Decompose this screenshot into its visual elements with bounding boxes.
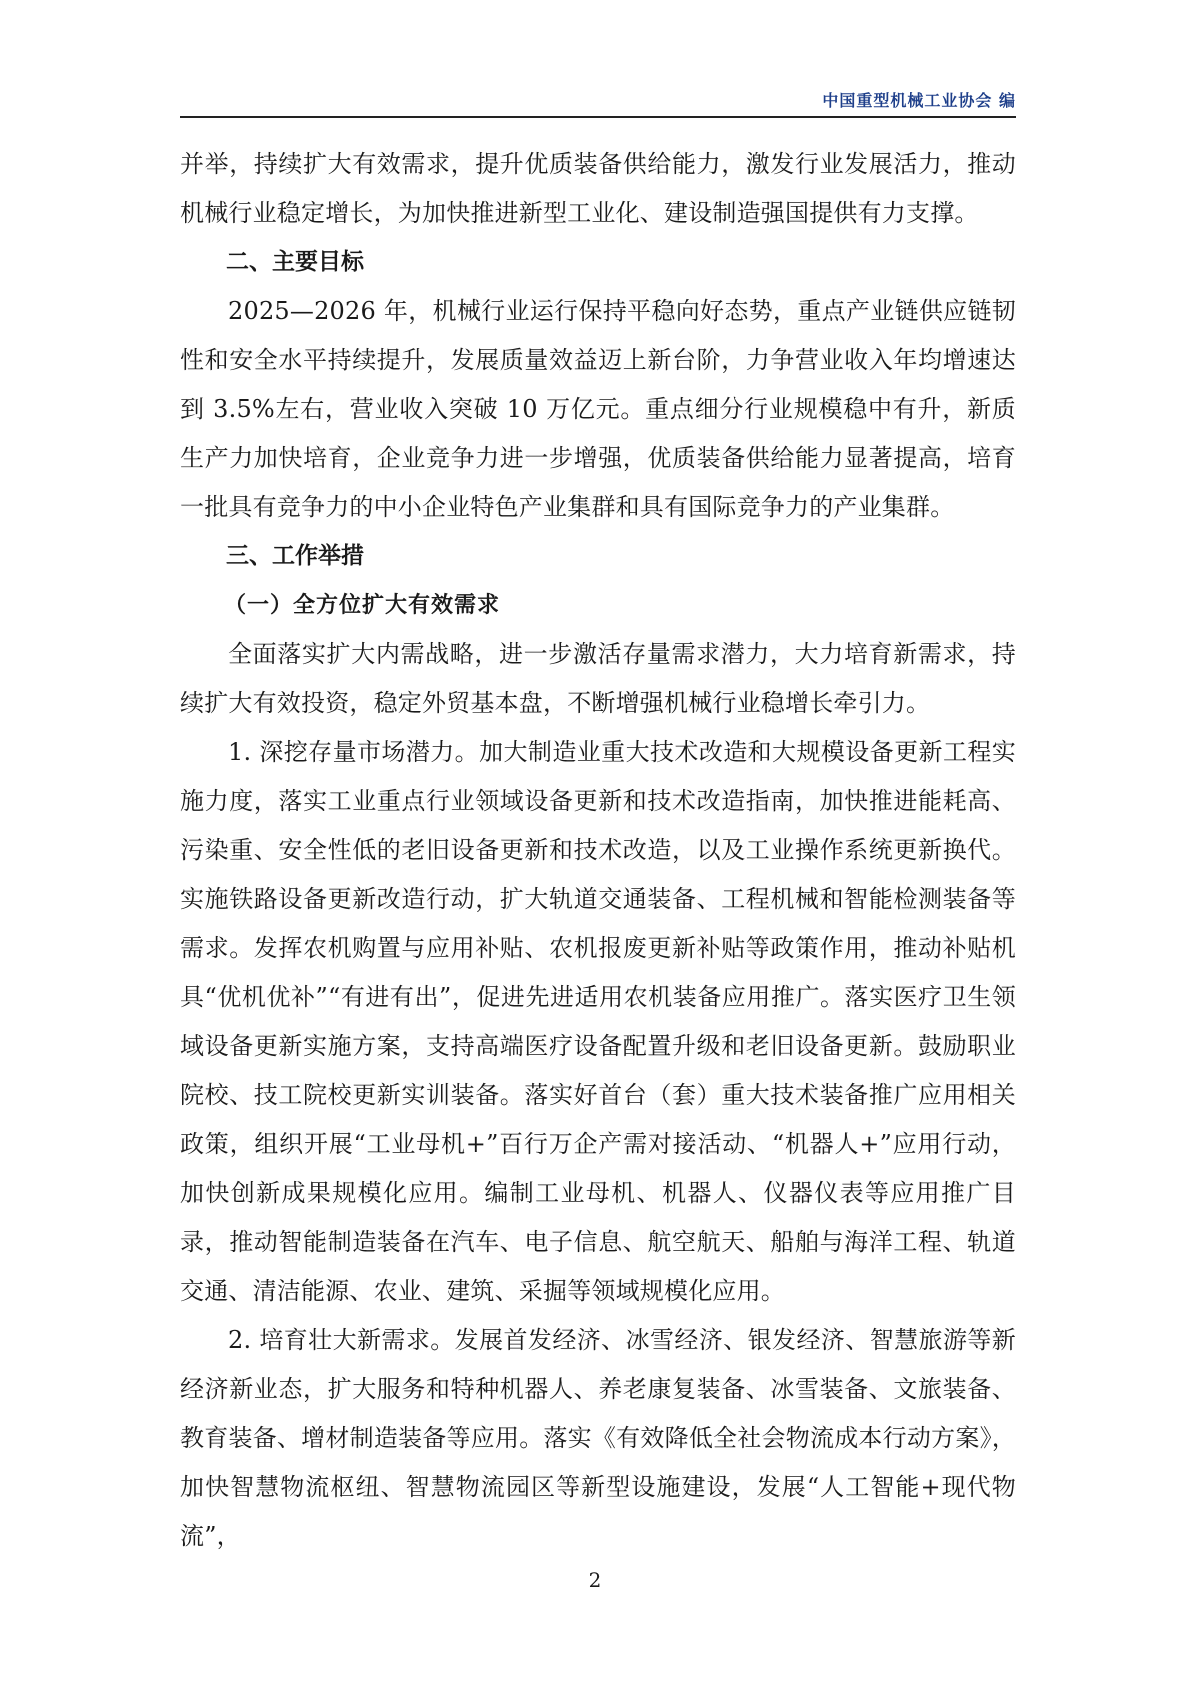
page-number: 2 bbox=[588, 1568, 602, 1592]
heading-main-goals: 二、主要目标 bbox=[226, 249, 364, 275]
heading-work-measures: 三、工作举措 bbox=[226, 543, 364, 569]
subheading-expand-demand: （一）全方位扩大有效需求 bbox=[224, 593, 501, 618]
header-publisher: 中国重型机械工业协会 编 bbox=[822, 91, 1016, 110]
paragraph-expand-demand: 全面落实扩大内需战略，进一步激活存量需求潜力，大力培育新需求，持续扩大有效投资，稳定外贸基本盘，不断增强机械行业稳增长牵引力。 bbox=[180, 640, 1016, 717]
paragraph-item-1: 1. 深挖存量市场潜力。加大制造业重大技术改造和大规模设备更新工程实施力度，落实工业重点行业领域设备更新和技术改造指南，加快推进能耗高、污染重、安全性低的老旧设备更新和技术改造，以及工业操作系统更新换代。实施铁路设备更新改造行动，扩大轨道交通装备、工程机械和智能检测装备等需求。发挥农机购置与应用补贴、农机报废更新补贴等政策作用，推动补贴机具“优机优补”“有进有出”，促进先进适用农机装备应用推广。落实医疗卫生领域设备更新实施方案，支持高端医疗设备配置升级和老旧设备更新。鼓励职业院校、技工院校更新实训装备。落实好首台（套）重大技术装备推广应用相关政策，组织开展“工业母机+”百行万企产需对接活动、“机器人+”应用行动，加快创新成果规模化应用。编制工业母机、机器人、仪器仪表等应用推广目录，推动智能制造装备在汽车、电子信息、航空航天、船舶与海洋工程、轨道交通、清洁能源、农业、建筑、采掘等领域规模化应用。 bbox=[180, 738, 1016, 1305]
document-body bbox=[180, 140, 1016, 1561]
paragraph-item-2: 2. 培育壮大新需求。发展首发经济、冰雪经济、银发经济、智慧旅游等新经济新业态，扩大服务和特种机器人、养老康复装备、冰雪装备、文旅装备、教育装备、增材制造装备等应用。落实《有效降低全社会物流成本行动方案》，加快智慧物流枢纽、智慧物流园区等新型设施建设，发展“人工智能+现代物流”， bbox=[180, 1326, 1016, 1550]
paragraph-goals: 2025—2026 年，机械行业运行保持平稳向好态势，重点产业链供应链韧性和安全水平持续提升，发展质量效益迈上新台阶，力争营业收入年均增速达到 3.5%左右，营业收入突破 10 万亿元。重点细分行业规模稳中有升，新质生产力加快培育，企业竞争力进一步增强，优质装备供给能力显著提高，培育一批具有竞争力的中小企业特色产业集群和具有国际竞争力的产业集群。 bbox=[180, 297, 1016, 521]
paragraph-continuation: 并举，持续扩大有效需求，提升优质装备供给能力，激发行业发展活力，推动机械行业稳定增长，为加快推进新型工业化、建设制造强国提供有力支撑。 bbox=[180, 150, 1016, 227]
page-header bbox=[180, 86, 1016, 118]
